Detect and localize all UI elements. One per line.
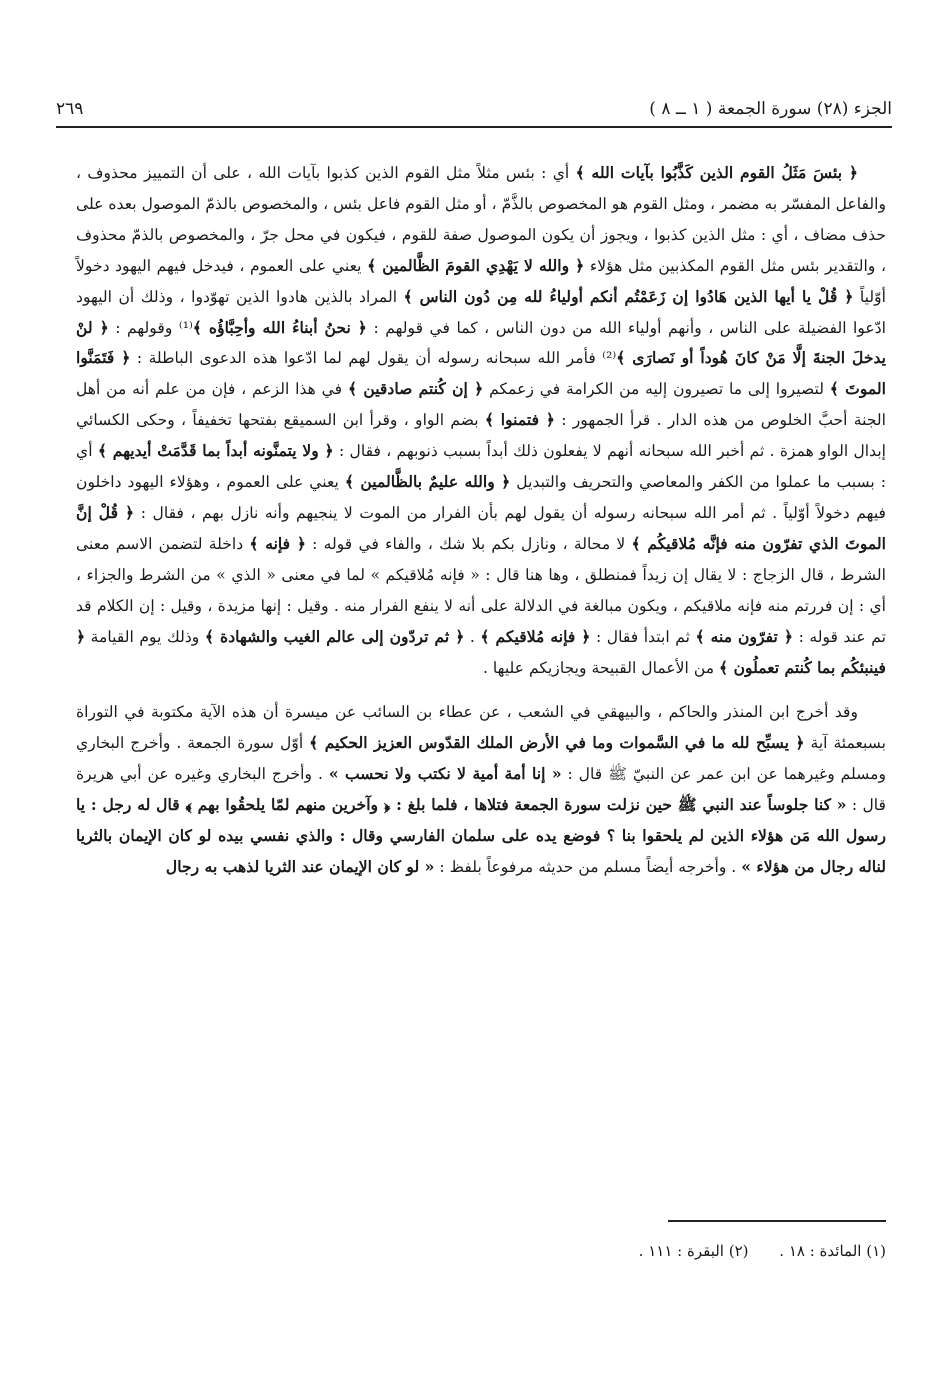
quoted-text: « لو كان الإيمان عند الثريا لذهب به رجال [165,856,435,876]
quoted-text: ﴿ فإنه ﴾ [249,533,306,553]
footnote-line [76,1242,886,1260]
running-title: الجزء (٢٨) سورة الجمعة ( ١ ــ ٨ ) [649,99,892,119]
commentary-text: وذلك يوم القيامة [85,627,205,646]
quoted-text: ﴿ فينبئكُم بما كُنتم تعملُون ﴾ [76,626,886,677]
commentary-text: أي : بئس مثلاً مثل القوم الذين كذبوا بآيات الله ، على أن التمييز محذوف ، والفاعل المفسّر به مضمر ، ومثل القوم هو المخصوص بالذَّمّ ، أو مثل القوم فاعل بئس ، والمخصوص بالذمّ الموصول بعده على حذف مضاف ، أي : مثل الذين كذبوا ، ويجوز أن يكون الموصول صفة للقوم ، فيكون في محل جرّ ، والمخصوص بالذمّ محذوف ، والتقدير بئس مثل القوم المكذبين مثل هؤلاء [76,164,886,275]
quoted-text: ﴿ تفرّون منه ﴾ [695,626,794,646]
commentary-text: بضم الواو ، وقرأ ابن السميقع بفتحها تخفيفاً ، وحكى الكسائي إبدال الواو همزة . ثم أخبر الله سبحانه أنهم لا يفعلون ذلك أبداً بسبب ذنوبهم ، فقال : [76,411,886,461]
paragraph-tafsir [76,158,886,683]
quoted-text: ﴿ والله عليمٌ بالظَّالمين ﴾ [344,472,511,492]
quoted-text: ﴿ والله لا يَهْدِي القومَ الظَّالمين ﴾ [367,255,585,275]
quoted-text: ﴿ بئسَ مَثَلُ القوم الذين كَذَّبُوا بآيات الله ﴾ [575,163,858,182]
commentary-text: يعني على العموم ، وهؤلاء اليهود داخلون فيهم دخولاً أوّلياً . ثم أمر الله سبحانه رسوله أن يقول لهم بأن الفرار من الموت لا ينجيهم وأنه نازل بهم ، فقال : [76,473,886,522]
footnotes [76,1220,886,1260]
quoted-text: ﴿ نحنُ أبناءُ الله وأحِبَّاؤُه ﴾ [192,317,367,337]
commentary-text: في هذا الزعم ، فإن من علم أنه من أهل الجنة أحبَّ الخلوص من هذه الدار . قرأ الجمهور : [76,380,886,430]
quoted-text: ﴿ فتمنوا ﴾ [484,410,555,430]
commentary-text: . وأخرج البخاري وغيره عن أبي هريرة قال : [76,765,887,815]
commentary-text: ⁽¹⁾ وقولهم : [108,318,193,337]
commentary-text: داخلة لتضمن الاسم معنى الشرط ، قال الزجاج : لا يقال إن زيداً فمنطلق ، وها هنا قال : « فإنه مُلاقيكم » لما في معنى « الذي » من الشرط والجزاء ، أي : إن فررتم منه فإنه ملاقيكم ، ويكون مبالغة في الدلالة على أنه لا ينفع الفرار منه . وقيل : إنها مزيدة ، وقيل : إن الكلام قد تم عند قوله : [76,534,886,646]
quoted-text: ﴿ قُلْ يا أيها الذين هَادُوا إن زَعَمْتُم أنكم أولياءُ لله مِن دُون الناس ﴾ [403,286,854,306]
quoted-text: « إنا أمة أمية لا نكتب ولا نحسب » [328,764,562,784]
quoted-text: ﴿ لنْ يدخلَ الجنةَ إلَّا مَنْ كانَ هُوداً أو نَصارَى ﴾ [76,317,886,368]
footnote-divider [668,1220,886,1222]
commentary-text: ⁽²⁾ فأمر الله سبحانه رسوله أن يقول لهم لما ادّعوا هذه الدعوى الباطلة : [130,349,617,368]
commentary-text: . [464,627,481,646]
quoted-text: ﴿ إن كُنتم صادقين ﴾ [347,379,484,399]
quoted-text: ﴿ فإنه مُلاقيكم ﴾ [480,626,591,646]
footnote-1: (١) المائدة : ١٨ . [779,1242,886,1260]
footnote-2: (٢) البقرة : ١١١ . [638,1242,749,1260]
main-text [76,158,886,883]
paragraph-hadith [76,697,886,882]
quoted-text: ﴿ يسبِّح لله ما في السَّموات وما في الأرض الملك القدّوس العزيز الحكيم ﴾ [309,733,805,753]
commentary-text: لتصيروا إلى ما تصيرون إليه من الكرامة في زعمكم [483,380,830,399]
commentary-text: من الأعمال القبيحة ويجازيكم عليها . [482,658,719,677]
commentary-text: المراد بالذين هادوا الذين تهوّدوا ، وذلك أن اليهود ادّعوا الفضيلة على الناس ، وأنهم أولياء الله من دون الناس ، كما في قولهم : [76,287,886,337]
commentary-text: يعني على العموم ، فيدخل فيهم اليهود دخولاً أوّلياً [76,256,886,306]
commentary-text: لا محالة ، ونازل بكم بلا شك ، والفاء في قوله : [305,534,632,553]
commentary-text: أوّل سورة الجمعة . وأخرج البخاري ومسلم وغيرهما عن ابن عمر عن النبيّ ﷺ قال : [76,734,886,784]
quoted-text: ﴿ ولا يتمنَّونه أبداً بما قَدَّمَتْ أيديهم ﴾ [97,441,334,461]
quoted-text: « كنا جلوساً عند النبي ﷺ حين نزلت سورة الجمعة فتلاها ، فلما بلغ : ﴿ وآخرين منهم لمّا يلحقُوا بهم ﴾ قال له رجل : يا رسول الله مَن هؤلاء الذين لم يلحقوا بنا ؟ فوضع يده على سلمان الفارسي وقال : والذي نفسي بيده لو كان الإيمان بالثريا لناله رجال من هؤلاء » [76,795,886,876]
commentary-text: ثم ابتدأ فقال : [590,627,696,646]
commentary-text: وقد أخرج ابن المنذر والحاكم ، والبيهقي في الشعب ، عن عطاء بن السائب عن ميسرة أن هذه الآية مكتوبة في التوراة بسبعمئة آية [76,703,886,753]
quoted-text: ﴿ قُلْ إنَّ الموتَ الذي تفرّون منه فإنَّه مُلاقيكُم ﴾ [76,502,886,553]
quoted-text: ﴿ فَتَمَنَّوا الموتَ ﴾ [76,348,887,399]
page-number: ٢٦٩ [56,99,84,119]
page-header [56,92,892,128]
commentary-text: أي : بسبب ما عملوا من الكفر والمعاصي والتحريف والتبديل [76,442,886,492]
commentary-text: . وأخرجه أيضاً مسلم من حديثه مرفوعاً بلفظ : [434,857,742,876]
quoted-text: ﴿ ثم تردّون إلى عالم الغيب والشهادة ﴾ [204,626,465,646]
